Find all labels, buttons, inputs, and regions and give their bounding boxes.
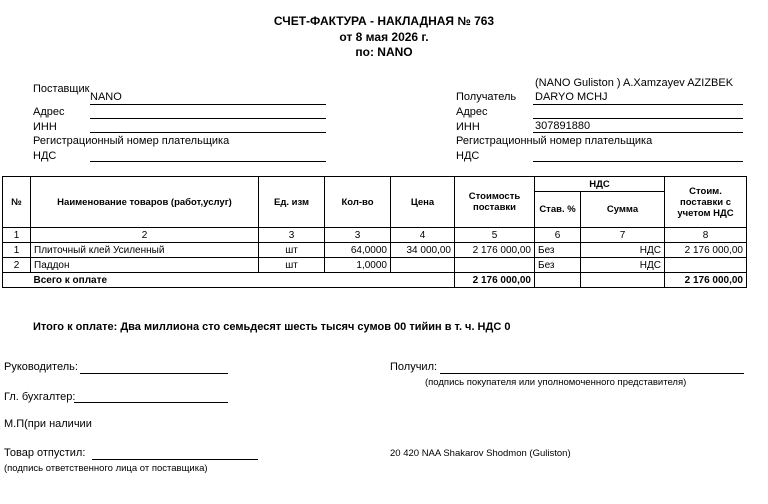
recipient-inn-label: ИНН	[456, 121, 480, 133]
col-number: 7	[581, 228, 665, 243]
row-qty: 1,0000	[325, 258, 391, 273]
invoice-title: СЧЕТ-ФАКТУРА - НАКЛАДНАЯ № 763	[273, 14, 495, 28]
released-label: Товар отпустил:	[4, 447, 86, 459]
recipient-vat-line	[533, 161, 743, 162]
header-vat: НДС	[535, 177, 665, 192]
recipient-inn-value: 307891880	[535, 120, 591, 132]
recipient-label: Получатель	[456, 91, 517, 103]
supplier-address-label: Адрес	[33, 106, 65, 118]
recipient-value-line2: DARYO MCHJ	[535, 91, 608, 103]
row-price	[391, 258, 455, 273]
recipient-inn-line	[533, 132, 743, 133]
row-price: 34 000,00	[391, 243, 455, 258]
header-name: Наименование товаров (работ,услуг)	[31, 177, 259, 228]
header-cost: Стоимость поставки	[455, 177, 535, 228]
recipient-value-line1: (NANO Guliston ) A.Xamzayev AZIZBEK	[535, 77, 734, 89]
total-vat-rate	[535, 273, 581, 288]
col-number: 8	[665, 228, 747, 243]
header-num: №	[3, 177, 31, 228]
supplier-value: NANO	[90, 91, 122, 103]
row-unit: шт	[259, 243, 325, 258]
row-vat-rate: Без	[535, 243, 581, 258]
recipient-vat-label: НДС	[456, 150, 480, 162]
recipient-address-label: Адрес	[456, 106, 488, 118]
col-number: 1	[3, 228, 31, 243]
recipient-regnum-label: Регистрационный номер плательщика	[456, 135, 653, 147]
row-cost: 2 176 000,00	[455, 243, 535, 258]
row-unit: шт	[259, 258, 325, 273]
director-label: Руководитель:	[4, 361, 78, 373]
supplier-address-line	[90, 118, 326, 119]
supplier-inn-line	[90, 132, 326, 133]
total-label: Всего к оплате	[31, 273, 455, 288]
supplier-vat-line	[90, 161, 326, 162]
supplier-line	[90, 104, 326, 105]
header-vat-rate: Став. %	[535, 192, 581, 228]
total-with-vat: 2 176 000,00	[665, 273, 747, 288]
released-note: (подпись ответственного лица от поставщика)	[4, 463, 208, 474]
supplier-inn-label: ИНН	[33, 121, 57, 133]
received-note: (подпись покупателя или уполномоченного представителя)	[425, 377, 687, 388]
received-line	[440, 373, 744, 374]
col-number: 2	[31, 228, 259, 243]
supplier-vat-label: НДС	[33, 150, 57, 162]
total-vat-sum	[581, 273, 665, 288]
table-row	[3, 243, 747, 258]
released-line	[92, 459, 258, 460]
document-reference: 20 420 NAA Shakarov Shodmon (Guliston)	[390, 448, 571, 459]
row-vat-rate: Без	[535, 258, 581, 273]
row-total	[665, 258, 747, 273]
items-table	[2, 176, 747, 288]
row-num: 2	[3, 258, 31, 273]
total-cost: 2 176 000,00	[455, 273, 535, 288]
invoice-basis: по: NANO	[355, 45, 413, 59]
row-vat-sum: НДС	[581, 243, 665, 258]
supplier-regnum-label: Регистрационный номер плательщика	[33, 135, 230, 147]
row-name: Плиточный клей Усиленный	[31, 243, 259, 258]
supplier-label: Поставщик	[33, 83, 90, 95]
row-name: Паддон	[31, 258, 259, 273]
header-price: Цена	[391, 177, 455, 228]
col-number: 3	[325, 228, 391, 243]
header-vat-sum: Сумма	[581, 192, 665, 228]
stamp-label: М.П(при наличии	[4, 418, 92, 430]
director-line	[80, 373, 228, 374]
header-cost-with-vat: Стоим. поставки с учетом НДС	[665, 177, 747, 228]
col-number: 3	[259, 228, 325, 243]
invoice-date: от 8 мая 2026 г.	[339, 30, 429, 44]
header-unit: Ед. изм	[259, 177, 325, 228]
recipient-address-line	[533, 118, 743, 119]
total-row	[3, 273, 747, 288]
row-cost	[455, 258, 535, 273]
accountant-label: Гл. бухгалтер:	[4, 391, 76, 403]
received-label: Получил:	[390, 361, 438, 373]
total-spacer	[3, 273, 31, 288]
row-qty: 64,0000	[325, 243, 391, 258]
row-vat-sum: НДС	[581, 258, 665, 273]
row-num: 1	[3, 243, 31, 258]
col-number: 5	[455, 228, 535, 243]
amount-in-words: Итого к оплате: Два миллиона сто семьдесят шесть тысяч сумов 00 тийин в т. ч. НДС 0	[33, 321, 511, 333]
col-number: 4	[391, 228, 455, 243]
row-total: 2 176 000,00	[665, 243, 747, 258]
header-qty: Кол-во	[325, 177, 391, 228]
accountant-line	[74, 402, 228, 403]
col-number: 6	[535, 228, 581, 243]
table-row	[3, 258, 747, 273]
recipient-line	[533, 104, 743, 105]
